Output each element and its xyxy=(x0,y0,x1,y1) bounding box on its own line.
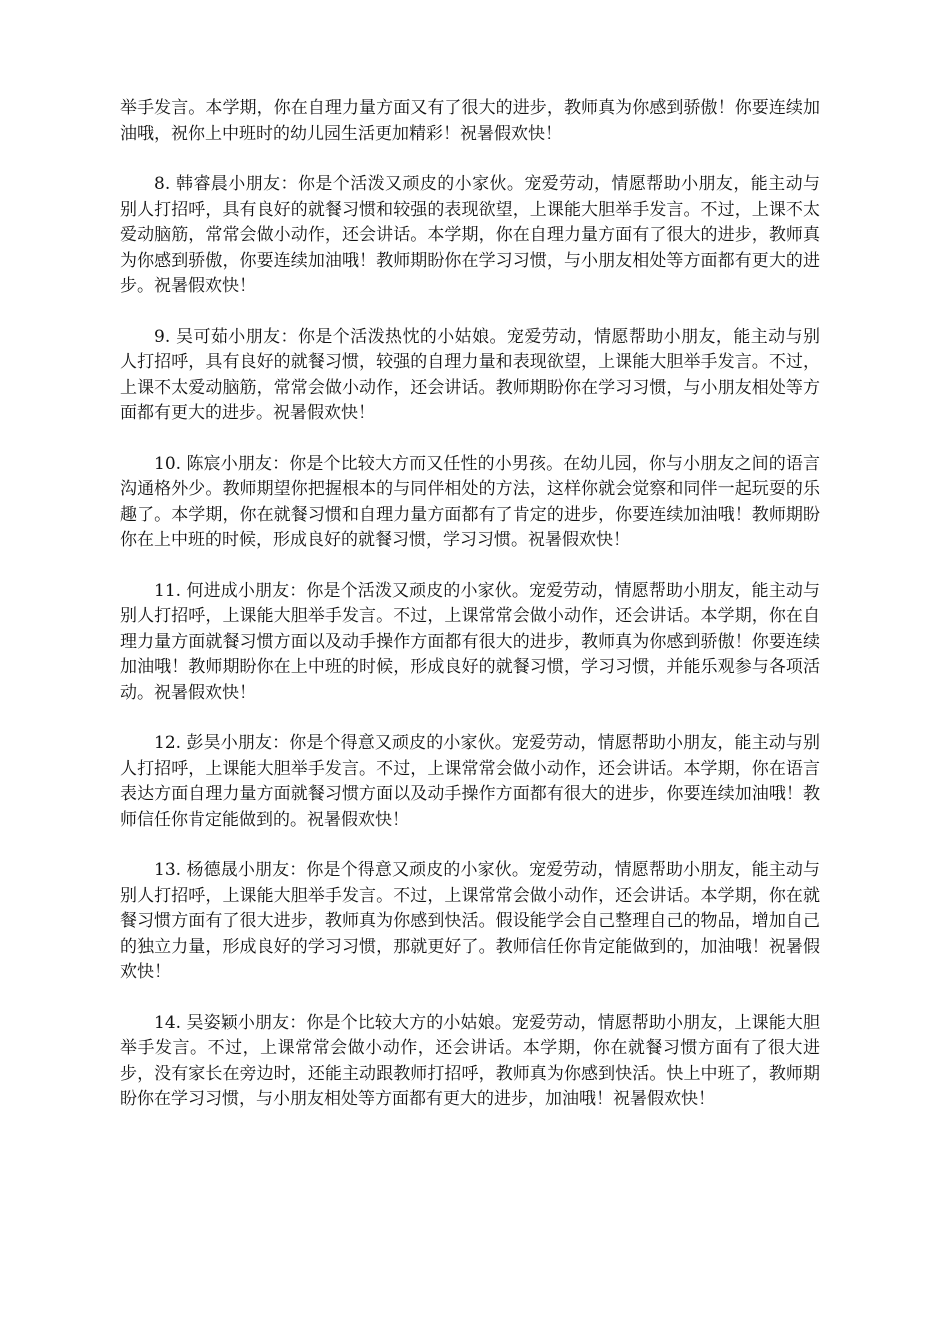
paragraph-continuation: 举手发言。本学期，你在自理力量方面又有了很大的进步，教师真为你感到骄傲！你要连续加油哦，祝你上中班时的幼儿园生活更加精彩！祝暑假欢快！ xyxy=(120,98,820,144)
paragraph-comment-11: 11. 何进成小朋友：你是个活泼又顽皮的小家伙。宠爱劳动，情愿帮助小朋友，能主动与别人打招呼，上课能大胆举手发言。不过，上课常常会做小动作，还会讲话。本学期，你在自理力量方面就餐习惯方面以及动手操作方面都有很大的进步，教师真为你感到骄傲！你要连续加油哦！教师期盼你在上中班的时候，形成良好的就餐习惯，学习习惯，并能乐观参与各项活动。祝暑假欢快！ xyxy=(120,580,820,703)
paragraph-comment-10: 10. 陈宸小朋友：你是个比较大方而又任性的小男孩。在幼儿园，你与小朋友之间的语言沟通格外少。教师期望你把握根本的与同伴相处的方法，这样你就会觉察和同伴一起玩耍的乐趣了。本学期，你在就餐习惯和自理力量方面都有了肯定的进步，你要连续加油哦！教师期盼你在上中班的时候，形成良好的就餐习惯，学习习惯。祝暑假欢快！ xyxy=(120,453,820,550)
paragraph-comment-12: 12. 彭昊小朋友：你是个得意又顽皮的小家伙。宠爱劳动，情愿帮助小朋友，能主动与别人打招呼，上课能大胆举手发言。不过，上课常常会做小动作，还会讲话。本学期，你在语言表达方面自理力量方面就餐习惯方面以及动手操作方面都有很大的进步，你要连续加油哦！教师信任你肯定能做到的。祝暑假欢快！ xyxy=(120,733,820,830)
paragraph-comment-14: 14. 吴姿颖小朋友：你是个比较大方的小姑娘。宠爱劳动，情愿帮助小朋友，上课能大胆举手发言。不过，上课常常会做小动作，还会讲话。本学期，你在就餐习惯方面有了很大进步，没有家长在旁边时，还能主动跟教师打招呼，教师真为你感到快活。快上中班了，教师期盼你在学习习惯，与小朋友相处等方面都有更大的进步，加油哦！祝暑假欢快！ xyxy=(120,1012,820,1109)
paragraph-comment-13: 13. 杨德晟小朋友：你是个得意又顽皮的小家伙。宠爱劳动，情愿帮助小朋友，能主动与别人打招呼，上课能大胆举手发言。不过，上课常常会做小动作，还会讲话。本学期，你在就餐习惯方面有了很大进步，教师真为你感到快活。假设能学会自己整理自己的物品，增加自己的独立力量，形成良好的学习习惯，那就更好了。教师信任你肯定能做到的，加油哦！祝暑假欢快！ xyxy=(120,860,820,982)
paragraph-comment-9: 9. 吴可茹小朋友：你是个活泼热忱的小姑娘。宠爱劳动，情愿帮助小朋友，能主动与别人打招呼，具有良好的就餐习惯，较强的自理力量和表现欲望，上课能大胆举手发言。不过，上课不太爱动脑筋，常常会做小动作，还会讲话。教师期盼你在学习习惯，与小朋友相处等方面都有更大的进步。祝暑假欢快！ xyxy=(120,326,820,423)
document-body xyxy=(120,96,820,1138)
paragraph-comment-8: 8. 韩睿晨小朋友：你是个活泼又顽皮的小家伙。宠爱劳动，情愿帮助小朋友，能主动与别人打招呼，具有良好的就餐习惯和较强的表现欲望，上课能大胆举手发言。不过，上课不太爱动脑筋，常常会做小动作，还会讲话。本学期，你在自理力量方面有了很大的进步，教师真为你感到骄傲，你要连续加油哦！教师期盼你在学习习惯，与小朋友相处等方面都有更大的进步。祝暑假欢快！ xyxy=(120,174,820,296)
